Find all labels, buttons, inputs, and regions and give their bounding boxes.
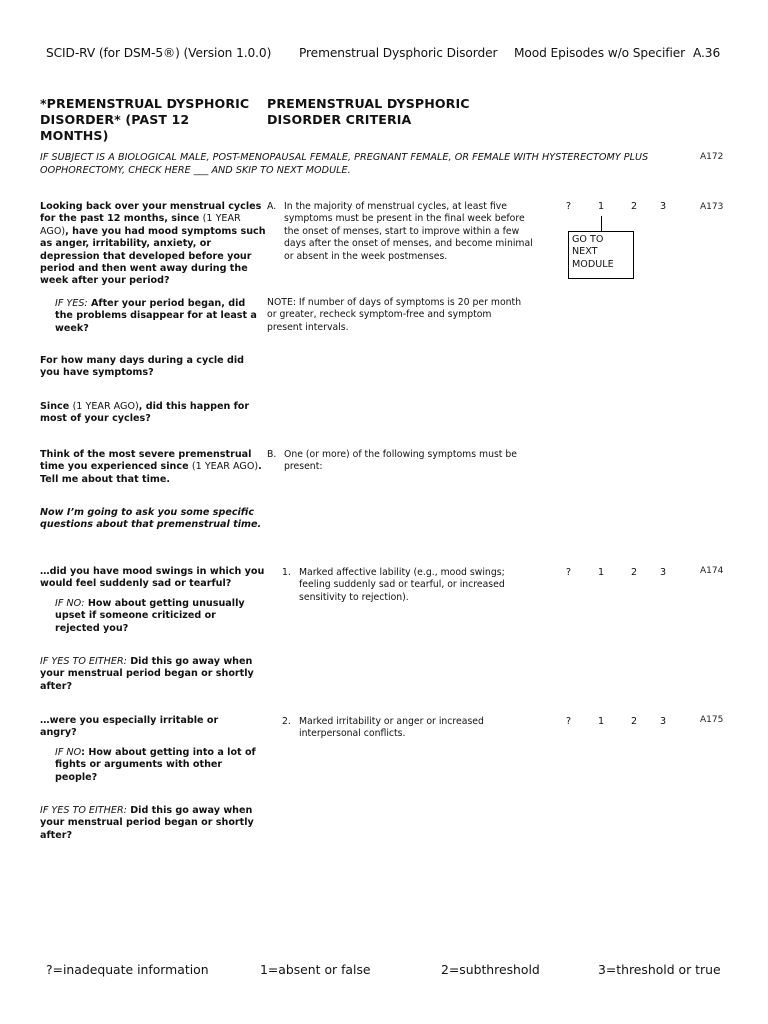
legend-threshold: 3=threshold or true	[598, 962, 721, 977]
item-code-a173: A173	[700, 202, 724, 212]
module-title: *PREMENSTRUAL DYSPHORIC DISORDER* (PAST 12 MONTHS)	[40, 96, 250, 143]
question-if-no-fights: IF NO: How about getting into a lot of fights or arguments with other people?	[55, 747, 256, 783]
question-irritable: …were you especially irritable or angry?	[40, 715, 219, 739]
question-most-severe: Think of the most severe premenstrual time you experienced since (1 YEAR AGO). Tell me about that time.	[40, 449, 262, 485]
item-code-a174: A174	[700, 566, 724, 576]
rating-a173-1[interactable]: 1	[598, 201, 605, 212]
rating-a173-2[interactable]: 2	[631, 201, 638, 212]
criterion-1: 1. Marked affective lability (e.g., mood swings; feeling suddenly sad or tearful, or increased sensitivity to rejection).	[282, 567, 505, 603]
legend-absent: 1=absent or false	[260, 962, 371, 977]
rating-a175-1[interactable]: 1	[598, 716, 605, 727]
rating-a173-inadequate[interactable]: ?	[566, 201, 572, 212]
rating-a174-1[interactable]: 1	[598, 567, 605, 578]
question-go-away-2: IF YES TO EITHER: Did this go away when your menstrual period began or shortly after?	[40, 805, 254, 841]
legend-subthreshold: 2=subthreshold	[441, 962, 540, 977]
page-number: A.36	[693, 46, 721, 60]
goto-connector-line	[601, 216, 602, 231]
rating-a175-3[interactable]: 3	[660, 716, 667, 727]
question-go-away-1: IF YES TO EITHER: Did this go away when your menstrual period began or shortly after?	[40, 656, 254, 692]
question-if-no-upset: IF NO: How about getting unusually upset if someone criticized or rejected you?	[55, 598, 245, 634]
criteria-title: PREMENSTRUAL DYSPHORIC DISORDER CRITERIA	[267, 96, 470, 127]
rating-a174-inadequate[interactable]: ?	[566, 567, 572, 578]
question-if-yes-disappear: IF YES: After your period began, did the problems disappear for at least a week?	[55, 298, 257, 334]
item-code-a172: A172	[700, 152, 724, 162]
rating-a175-2[interactable]: 2	[631, 716, 638, 727]
rating-a175-inadequate[interactable]: ?	[566, 716, 572, 727]
instrument-name: SCID-RV (for DSM-5®) (Version 1.0.0)	[46, 46, 272, 60]
screening-instruction: IF SUBJECT IS A BIOLOGICAL MALE, POST-MENOPAUSAL FEMALE, PREGNANT FEMALE, OR FEMALE WITH HYSTERECTOMY PLUS OOPHORECTOMY, CHECK HERE ___ AND SKIP TO NEXT MODULE.	[40, 152, 649, 176]
criterion-2: 2. Marked irritability or anger or increased interpersonal conflicts.	[282, 716, 484, 740]
criterion-a: A. In the majority of menstrual cycles, at least five symptoms must be present in the final week before the onset of menses, start to improve within a few days after the onset of menses, and become minimal or absent in the week postmenses.	[267, 201, 533, 262]
section-name: Mood Episodes w/o Specifier	[514, 46, 686, 60]
rating-a174-3[interactable]: 3	[660, 567, 667, 578]
legend-inadequate: ?=inadequate information	[46, 962, 209, 977]
criterion-note: NOTE: If number of days of symptoms is 20 per month or greater, recheck symptom-free and symptom present intervals.	[267, 297, 522, 333]
instruction-specific-questions: Now I’m going to ask you some specific questions about that premenstrual time.	[40, 507, 262, 531]
question-days-per-cycle: For how many days during a cycle did you have symptoms?	[40, 355, 245, 379]
rating-a174-2[interactable]: 2	[631, 567, 638, 578]
question-most-cycles: Since (1 YEAR AGO), did this happen for most of your cycles?	[40, 401, 250, 425]
module-name: Premenstrual Dysphoric Disorder	[299, 46, 498, 60]
goto-next-module-box[interactable]: GO TO NEXT MODULE	[568, 231, 634, 279]
question-lookback: Looking back over your menstrual cycles for the past 12 months, since (1 YEAR AGO), have you had mood symptoms such as anger, irritability, anxiety, or depression that developed before your period and then went away during the week after your period?	[40, 201, 266, 287]
item-code-a175: A175	[700, 715, 724, 725]
criterion-b: B. One (or more) of the following symptoms must be present:	[267, 449, 518, 473]
rating-a173-3[interactable]: 3	[660, 201, 667, 212]
question-mood-swings: …did you have mood swings in which you would feel suddenly sad or tearful?	[40, 566, 265, 590]
